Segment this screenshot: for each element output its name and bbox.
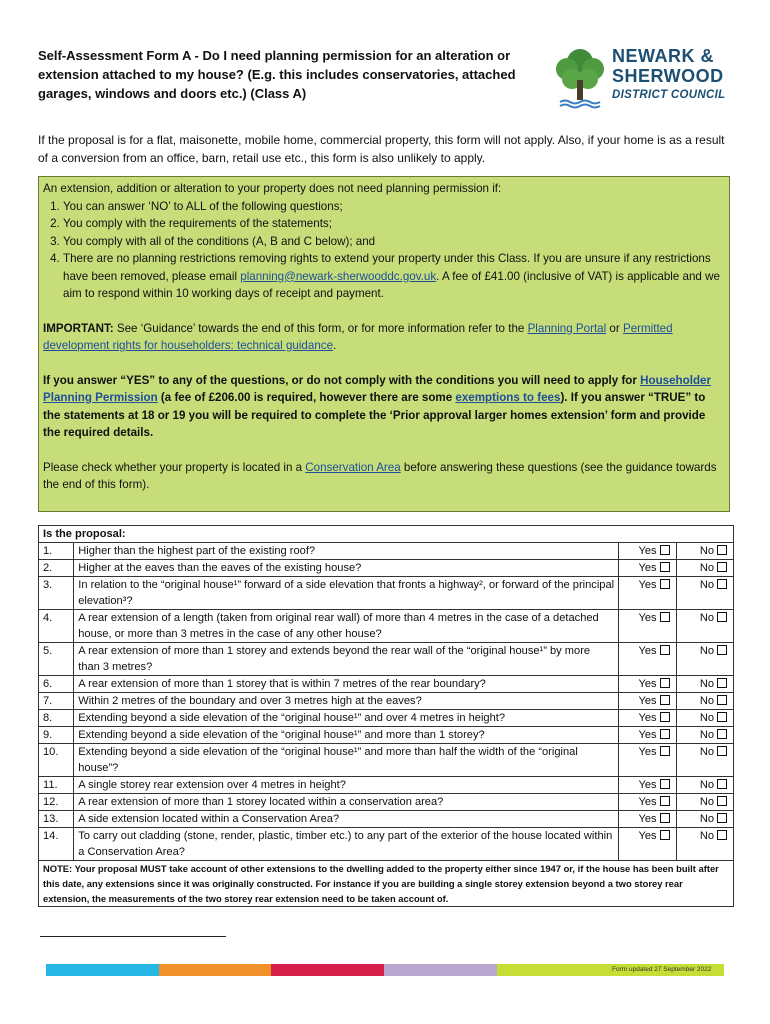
footer-color-bar <box>159 964 272 976</box>
yes-checkbox[interactable] <box>660 746 670 756</box>
yes-option[interactable] <box>619 560 676 577</box>
question-text: A rear extension of a length (taken from original rear wall) of more than 4 metres in the case of a detached house, or more than 3 metres in the case of any other house? <box>74 610 619 643</box>
question-text: Higher at the eaves than the eaves of the existing house? <box>74 560 619 577</box>
or-text: or <box>606 321 623 335</box>
no-label: No <box>699 695 714 707</box>
no-option[interactable] <box>676 710 733 727</box>
yes-label: Yes <box>638 796 657 808</box>
exemptions-link[interactable]: exemptions to fees <box>455 391 561 404</box>
yes-option[interactable] <box>619 777 676 794</box>
yes-option[interactable] <box>619 710 676 727</box>
table-row <box>39 777 734 794</box>
important-label: IMPORTANT: <box>43 321 114 335</box>
table-row <box>39 693 734 710</box>
yes-text-c: ). If you answer “TRUE” to the statements at 18 or 19 you will be required to complete the ‘Prior approval larger homes extension’ form and provide the required details. <box>43 391 706 439</box>
yes-label: Yes <box>638 562 657 574</box>
yes-label: Yes <box>638 695 657 707</box>
question-number: 5. <box>39 643 74 676</box>
footer-updated-text: Form updated 27 September 2022 <box>612 966 712 973</box>
yes-checkbox[interactable] <box>660 712 670 722</box>
no-option[interactable] <box>676 727 733 744</box>
footnote-rule <box>40 936 226 937</box>
no-label: No <box>699 545 714 557</box>
yes-label: Yes <box>638 678 657 690</box>
no-checkbox[interactable] <box>717 612 727 622</box>
no-option[interactable] <box>676 693 733 710</box>
yes-label: Yes <box>638 612 657 624</box>
condition-item <box>63 250 725 303</box>
no-checkbox[interactable] <box>717 830 727 840</box>
question-number: 8. <box>39 710 74 727</box>
yes-checkbox[interactable] <box>660 813 670 823</box>
no-option[interactable] <box>676 777 733 794</box>
tree-icon <box>550 44 610 110</box>
question-number: 7. <box>39 693 74 710</box>
no-label: No <box>699 645 714 657</box>
no-option[interactable] <box>676 610 733 643</box>
condition-item: 3. You comply with all of the conditions (A, B and C below); and <box>63 233 725 251</box>
question-number: 10. <box>39 744 74 777</box>
council-logo <box>550 44 730 110</box>
question-number: 13. <box>39 811 74 828</box>
no-option[interactable] <box>676 577 733 610</box>
question-text: Extending beyond a side elevation of the “original house¹” and more than half the width of the “original house”? <box>74 744 619 777</box>
important-paragraph <box>43 320 725 355</box>
no-label: No <box>699 729 714 741</box>
yes-option[interactable] <box>619 693 676 710</box>
question-text: A rear extension of more than 1 storey that is within 7 metres of the rear boundary? <box>74 676 619 693</box>
table-row <box>39 710 734 727</box>
question-text: In relation to the “original house¹” forward of a side elevation that fronts a highway², or forward of the principal elevation³? <box>74 577 619 610</box>
no-option[interactable] <box>676 560 733 577</box>
question-number: 11. <box>39 777 74 794</box>
yes-option[interactable] <box>619 610 676 643</box>
yes-label: Yes <box>638 746 657 758</box>
no-option[interactable] <box>676 828 733 861</box>
question-number: 2. <box>39 560 74 577</box>
no-checkbox[interactable] <box>717 695 727 705</box>
question-number: 3. <box>39 577 74 610</box>
important-text: See ‘Guidance’ towards the end of this form, or for more information refer to the <box>113 321 528 335</box>
yes-checkbox[interactable] <box>660 612 670 622</box>
table-row <box>39 676 734 693</box>
table-row <box>39 727 734 744</box>
no-checkbox[interactable] <box>717 562 727 572</box>
no-label: No <box>699 678 714 690</box>
question-text: A single storey rear extension over 4 metres in height? <box>74 777 619 794</box>
yes-checkbox[interactable] <box>660 729 670 739</box>
table-row <box>39 828 734 861</box>
yes-option[interactable] <box>619 543 676 560</box>
question-text: Extending beyond a side elevation of the “original house¹” and over 4 metres in height? <box>74 710 619 727</box>
no-checkbox[interactable] <box>717 579 727 589</box>
no-checkbox[interactable] <box>717 545 727 555</box>
footer-color-bar <box>384 964 497 976</box>
yes-checkbox[interactable] <box>660 545 670 555</box>
intro-paragraph: If the proposal is for a flat, maisonette, mobile home, commercial property, this form will not apply. Also, if your home is as a result of a conversion from an office, barn, retail use etc., this form is also unlikely to apply. <box>38 133 725 165</box>
householder-permission-link[interactable]: Householder Planning Permission <box>43 373 711 404</box>
yes-checkbox[interactable] <box>660 678 670 688</box>
question-number: 4. <box>39 610 74 643</box>
table-header: Is the proposal: <box>39 526 734 543</box>
question-number: 6. <box>39 676 74 693</box>
no-checkbox[interactable] <box>717 779 727 789</box>
table-row <box>39 744 734 777</box>
no-checkbox[interactable] <box>717 645 727 655</box>
condition-item: 1. You can answer ‘NO’ to ALL of the following questions; <box>63 198 725 216</box>
table-row <box>39 794 734 811</box>
questions-table <box>38 525 734 907</box>
no-label: No <box>699 746 714 758</box>
no-label: No <box>699 712 714 724</box>
table-header-row <box>39 526 734 543</box>
table-row <box>39 543 734 560</box>
question-text: A rear extension of more than 1 storey and extends beyond the rear wall of the “original house¹” by more than 3 metres? <box>74 643 619 676</box>
no-checkbox[interactable] <box>717 813 727 823</box>
no-checkbox[interactable] <box>717 796 727 806</box>
question-number: 9. <box>39 727 74 744</box>
no-option[interactable] <box>676 543 733 560</box>
no-label: No <box>699 562 714 574</box>
yes-label: Yes <box>638 645 657 657</box>
no-label: No <box>699 579 714 591</box>
note-row <box>39 861 734 907</box>
question-number: 12. <box>39 794 74 811</box>
note-text: NOTE: Your proposal MUST take account of other extensions to the dwelling added to the property either since 1947 or, if the house has been built after this date, any extensions since it was originally constructed. For instance if you are building a single storey extension beyond a two storey rear extension, the measurements of the two storey rear extension need to be taken account of. <box>39 861 734 907</box>
condition-item-text: There are no planning restrictions removing rights to extend your property under this Class. If you are unsure if any restrictions have been removed, please email <box>63 252 711 283</box>
box-lead: An extension, addition or alteration to your property does not need planning permission if: <box>43 182 502 195</box>
no-option[interactable] <box>676 811 733 828</box>
yes-label: Yes <box>638 779 657 791</box>
no-label: No <box>699 796 714 808</box>
technical-guidance-link[interactable]: Permitted development rights for householders: technical guidance <box>43 321 673 352</box>
yes-text-b: (a fee of £206.00 is required, however there are some <box>157 391 456 404</box>
question-text: A side extension located within a Conservation Area? <box>74 811 619 828</box>
yes-answer-paragraph <box>43 372 725 442</box>
question-text: A rear extension of more than 1 storey located within a conservation area? <box>74 794 619 811</box>
question-text: Extending beyond a side elevation of the “original house¹” and more than 1 storey? <box>74 727 619 744</box>
period-text: . <box>333 339 337 352</box>
no-option[interactable] <box>676 676 733 693</box>
yes-checkbox[interactable] <box>660 779 670 789</box>
no-label: No <box>699 612 714 624</box>
conservation-area-link[interactable]: Conservation Area <box>305 460 401 474</box>
yes-text-a: If you answer “YES” to any of the questions, or do not comply with the conditions you will need to apply for <box>43 373 641 387</box>
no-checkbox[interactable] <box>717 712 727 722</box>
question-number: 14. <box>39 828 74 861</box>
no-checkbox[interactable] <box>717 729 727 739</box>
table-row <box>39 577 734 610</box>
yes-label: Yes <box>638 579 657 591</box>
question-text: Higher than the highest part of the existing roof? <box>74 543 619 560</box>
question-text: To carry out cladding (stone, render, plastic, timber etc.) to any part of the exterior of the house located within a Conservation Area? <box>74 828 619 861</box>
condition-item-tail: . A fee of £41.00 (inclusive of VAT) is applicable and we aim to respond within 10 working days of receipt and payment. <box>63 269 720 300</box>
yes-option[interactable] <box>619 794 676 811</box>
yes-option[interactable] <box>619 828 676 861</box>
question-number: 1. <box>39 543 74 560</box>
yes-checkbox[interactable] <box>660 796 670 806</box>
footer-color-bar <box>46 964 159 976</box>
yes-option[interactable] <box>619 811 676 828</box>
yes-checkbox[interactable] <box>660 645 670 655</box>
no-label: No <box>699 813 714 825</box>
yes-option[interactable] <box>619 676 676 693</box>
table-row <box>39 811 734 828</box>
yes-checkbox[interactable] <box>660 830 670 840</box>
logo-line-1: NEWARK & <box>612 46 714 66</box>
no-checkbox[interactable] <box>717 678 727 688</box>
check-text-b: before answering these questions (see the guidance towards the end of this form). <box>43 460 717 491</box>
no-option[interactable] <box>676 794 733 811</box>
conservation-check-paragraph <box>43 459 725 494</box>
no-option[interactable] <box>676 744 733 777</box>
no-label: No <box>699 830 714 842</box>
yes-checkbox[interactable] <box>660 695 670 705</box>
yes-label: Yes <box>638 729 657 741</box>
check-text-a: Please check whether your property is located in a <box>43 460 306 474</box>
yes-option[interactable] <box>619 643 676 676</box>
conditions-box <box>38 176 730 512</box>
logo-line-2: SHERWOOD <box>612 66 724 86</box>
yes-label: Yes <box>638 712 657 724</box>
yes-option[interactable] <box>619 744 676 777</box>
footer-color-bar <box>271 964 384 976</box>
yes-option[interactable] <box>619 727 676 744</box>
yes-checkbox[interactable] <box>660 562 670 572</box>
no-checkbox[interactable] <box>717 746 727 756</box>
yes-checkbox[interactable] <box>660 579 670 589</box>
question-text: Within 2 metres of the boundary and over 3 metres high at the eaves? <box>74 693 619 710</box>
form-title: Self-Assessment Form A - Do I need planning permission for an alteration or extension attached to my house? (E.g. this includes conservatories, attached garages, windows and doors etc.) (Class A) <box>38 48 516 101</box>
table-row <box>39 610 734 643</box>
yes-option[interactable] <box>619 577 676 610</box>
yes-label: Yes <box>638 830 657 842</box>
condition-item: 2. You comply with the requirements of the statements; <box>63 215 725 233</box>
yes-label: Yes <box>638 545 657 557</box>
conditions-list <box>43 198 725 303</box>
planning-portal-link[interactable]: Planning Portal <box>527 321 607 335</box>
no-label: No <box>699 779 714 791</box>
email-link[interactable]: planning@newark-sherwooddc.gov.uk <box>240 269 437 283</box>
logo-line-3: DISTRICT COUNCIL <box>612 89 726 101</box>
table-row <box>39 643 734 676</box>
table-row <box>39 560 734 577</box>
no-option[interactable] <box>676 643 733 676</box>
yes-label: Yes <box>638 813 657 825</box>
